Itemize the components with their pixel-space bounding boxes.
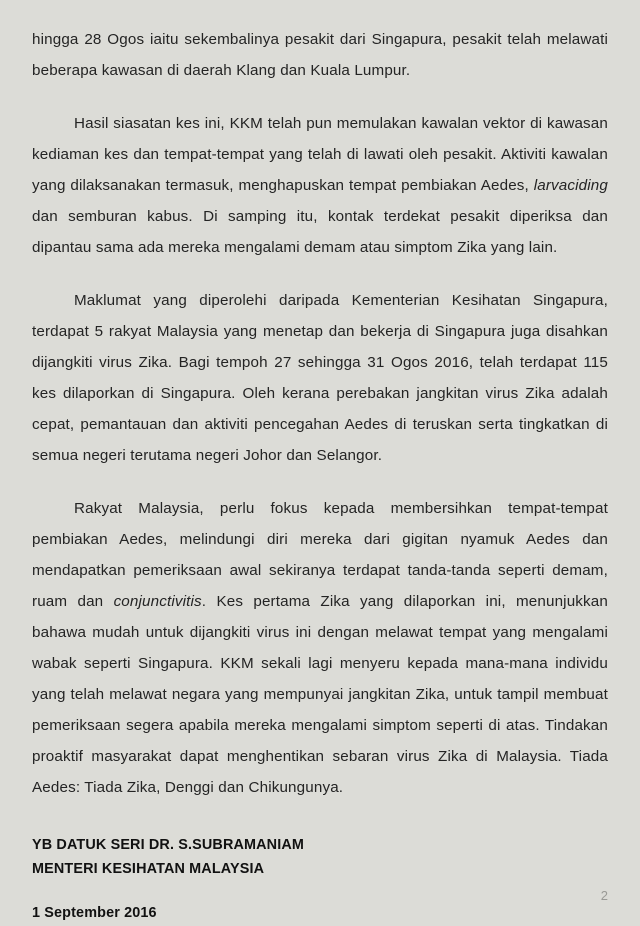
paragraph-4-run-3: . Kes pertama Zika yang dilaporkan ini, menunjukkan bahawa mudah untuk dijangkiti virus ini dengan melawat tempat yang mengalami wabak seperti Singapura. KKM sekali lagi menyeru kepada mana-mana individu yang telah melawat negara yang mempunyai jangkitan Zika, untuk tampil membuat pemeriksaan segera apabila mereka mengalami simptom seperti di atas. Tindakan proaktif masyarakat dapat menghentikan sebaran virus Zika di Malaysia. Tiada Aedes: Tiada Zika, Denggi dan Chikungunya. [32, 593, 608, 796]
paragraph-1-run-1: hingga 28 Ogos iaitu sekembalinya pesakit dari Singapura, pesakit telah melawati beberapa kawasan di daerah Klang dan Kuala Lumpur. [32, 31, 608, 79]
page-number: 2 [600, 888, 608, 903]
paragraph-4-italic-term: conjunctivitis [113, 593, 202, 610]
paragraph-2-run-1: Hasil siasatan kes ini, KKM telah pun memulakan kawalan vektor di kawasan kediaman kes dan tempat-tempat yang telah di lawati oleh pesakit. Aktiviti kawalan yang dilaksanakan termasuk, menghapuskan tempat pembiakan Aedes, [32, 115, 608, 194]
document-date: 1 September 2016 [32, 905, 157, 921]
paragraph-1 [32, 24, 608, 86]
signatory-title: MENTERI KESIHATAN MALAYSIA [32, 861, 265, 877]
paragraph-4 [32, 493, 608, 803]
paragraph-4-run-1: Rakyat Malaysia, perlu fokus kepada membersihkan tempat-tempat pembiakan Aedes, melindungi diri mereka dari gigitan nyamuk Aedes dan mendapatkan pemeriksaan awal sekiranya terdapat tanda-tanda seperti demam, ruam dan [32, 500, 608, 610]
paragraph-2-run-3: dan semburan kabus. Di samping itu, kontak terdekat pesakit diperiksa dan dipantau sama ada mereka mengalami demam atau simptom Zika yang lain. [32, 208, 608, 256]
signatory-name: YB DATUK SERI DR. S.SUBRAMANIAM [32, 837, 305, 853]
paragraph-3 [32, 285, 608, 471]
paragraph-2 [32, 108, 608, 263]
paragraph-3-run-1: Maklumat yang diperolehi daripada Kementerian Kesihatan Singapura, terdapat 5 rakyat Malaysia yang menetap dan bekerja di Singapura juga disahkan dijangkiti virus Zika. Bagi tempoh 27 sehingga 31 Ogos 2016, telah terdapat 115 kes dilaporkan di Singapura. Oleh kerana perebakan jangkitan virus Zika adalah cepat, pemantauan dan aktiviti pencegahan Aedes di teruskan serta tingkatkan di semua negeri terutama negeri Johor dan Selangor. [32, 292, 608, 464]
paragraph-2-italic-term: larvaciding [533, 177, 608, 194]
document-body [32, 24, 608, 925]
signature-block [32, 833, 608, 881]
